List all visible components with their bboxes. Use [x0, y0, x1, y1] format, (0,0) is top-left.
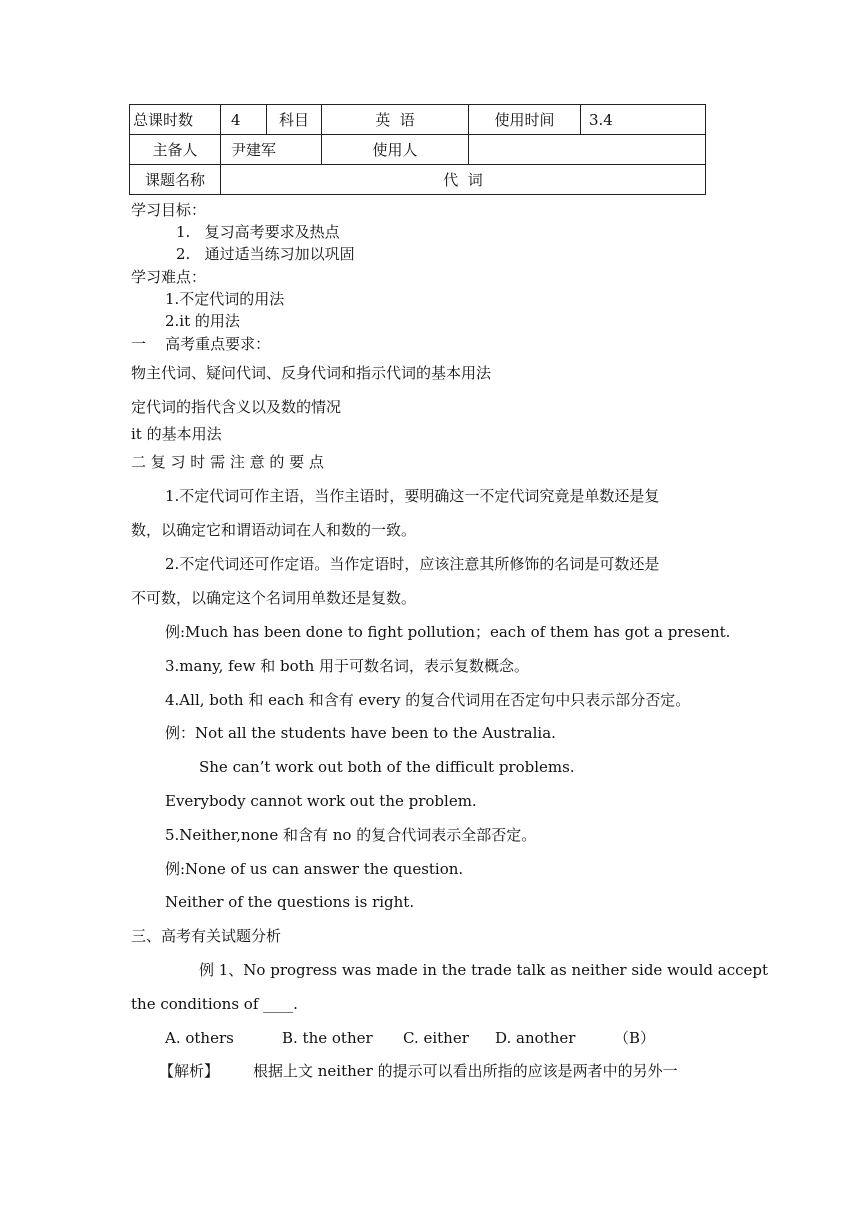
section3-heading: 三、高考有关试题分析	[131, 927, 282, 945]
section1-line: it 的基本用法	[131, 425, 222, 443]
section2-paragraph: 5.Neither,none 和含有 no 的复合代词表示全部否定。	[165, 826, 537, 844]
difficulty-item: 2.it 的用法	[165, 312, 240, 330]
option-a: A. others	[165, 1029, 234, 1047]
table-row	[130, 165, 706, 195]
option-c: C. either	[403, 1029, 469, 1047]
total-hours-label: 总课时数	[130, 105, 221, 135]
subject-value: 英 语	[322, 105, 469, 135]
difficulties-heading: 学习难点：	[131, 268, 207, 286]
analysis-text: 根据上文 neither 的提示可以看出所指的应该是两者中的另外一	[253, 1062, 678, 1080]
preparer-value: 尹建军	[221, 135, 322, 165]
difficulty-item: 1.不定代词的用法	[165, 290, 285, 308]
analysis-label: 【解析】	[159, 1062, 220, 1080]
example-line: 例:Much has been done to fight pollution；each of them has got a present.	[165, 623, 731, 641]
topic-label: 课题名称	[130, 165, 221, 195]
table-row	[130, 135, 706, 165]
use-time-value: 3.4	[581, 105, 706, 135]
option-d: D. another	[495, 1029, 576, 1047]
example-line: Everybody cannot work out the problem.	[165, 792, 477, 810]
section2-heading: 二 复 习 时 需 注 意 的 要 点	[131, 453, 324, 471]
topic-value: 代 词	[221, 165, 706, 195]
section1-line: 物主代词、疑问代词、反身代词和指示代词的基本用法	[131, 364, 492, 382]
question-line: 例 1、No progress was made in the trade talk as neither side would accept	[199, 961, 769, 979]
section2-paragraph: 不可数，以确定这个名词用单数还是复数。	[131, 589, 417, 607]
example-line: 例:None of us can answer the question.	[165, 860, 464, 878]
use-time-label: 使用时间	[469, 105, 581, 135]
section1-heading: 一 高考重点要求：	[131, 335, 271, 353]
goal-item: 1. 复习高考要求及热点	[176, 223, 340, 241]
section2-paragraph: 数，以确定它和谓语动词在人和数的一致。	[131, 521, 417, 539]
section2-paragraph: 4.All, both 和 each 和含有 every 的复合代词用在否定句中只表示部分否定。	[165, 691, 691, 709]
subject-label: 科目	[267, 105, 322, 135]
table-row	[130, 105, 706, 135]
goal-item: 2. 通过适当练习加以巩固	[176, 245, 355, 263]
total-hours-value: 4	[221, 105, 267, 135]
example-line: 例：Not all the students have been to the Australia.	[165, 724, 556, 742]
answer: （B）	[614, 1029, 656, 1047]
user-value	[469, 135, 706, 165]
question-line: the conditions of ____.	[131, 995, 298, 1013]
section2-paragraph: 2.不定代词还可作定语。当作定语时，应该注意其所修饰的名词是可数还是	[165, 555, 660, 573]
example-line: Neither of the questions is right.	[165, 893, 415, 911]
user-label: 使用人	[322, 135, 469, 165]
option-b: B. the other	[282, 1029, 373, 1047]
preparer-label: 主备人	[130, 135, 221, 165]
section2-paragraph: 1.不定代词可作主语，当作主语时，要明确这一不定代词究竟是单数还是复	[165, 487, 660, 505]
example-line: She can’t work out both of the difficult problems.	[199, 758, 575, 776]
goals-heading: 学习目标：	[131, 201, 207, 219]
course-info-table	[129, 104, 706, 195]
section2-paragraph: 3.many, few 和 both 用于可数名词，表示复数概念。	[165, 657, 530, 675]
section1-line: 定代词的指代含义以及数的情况	[131, 398, 342, 416]
